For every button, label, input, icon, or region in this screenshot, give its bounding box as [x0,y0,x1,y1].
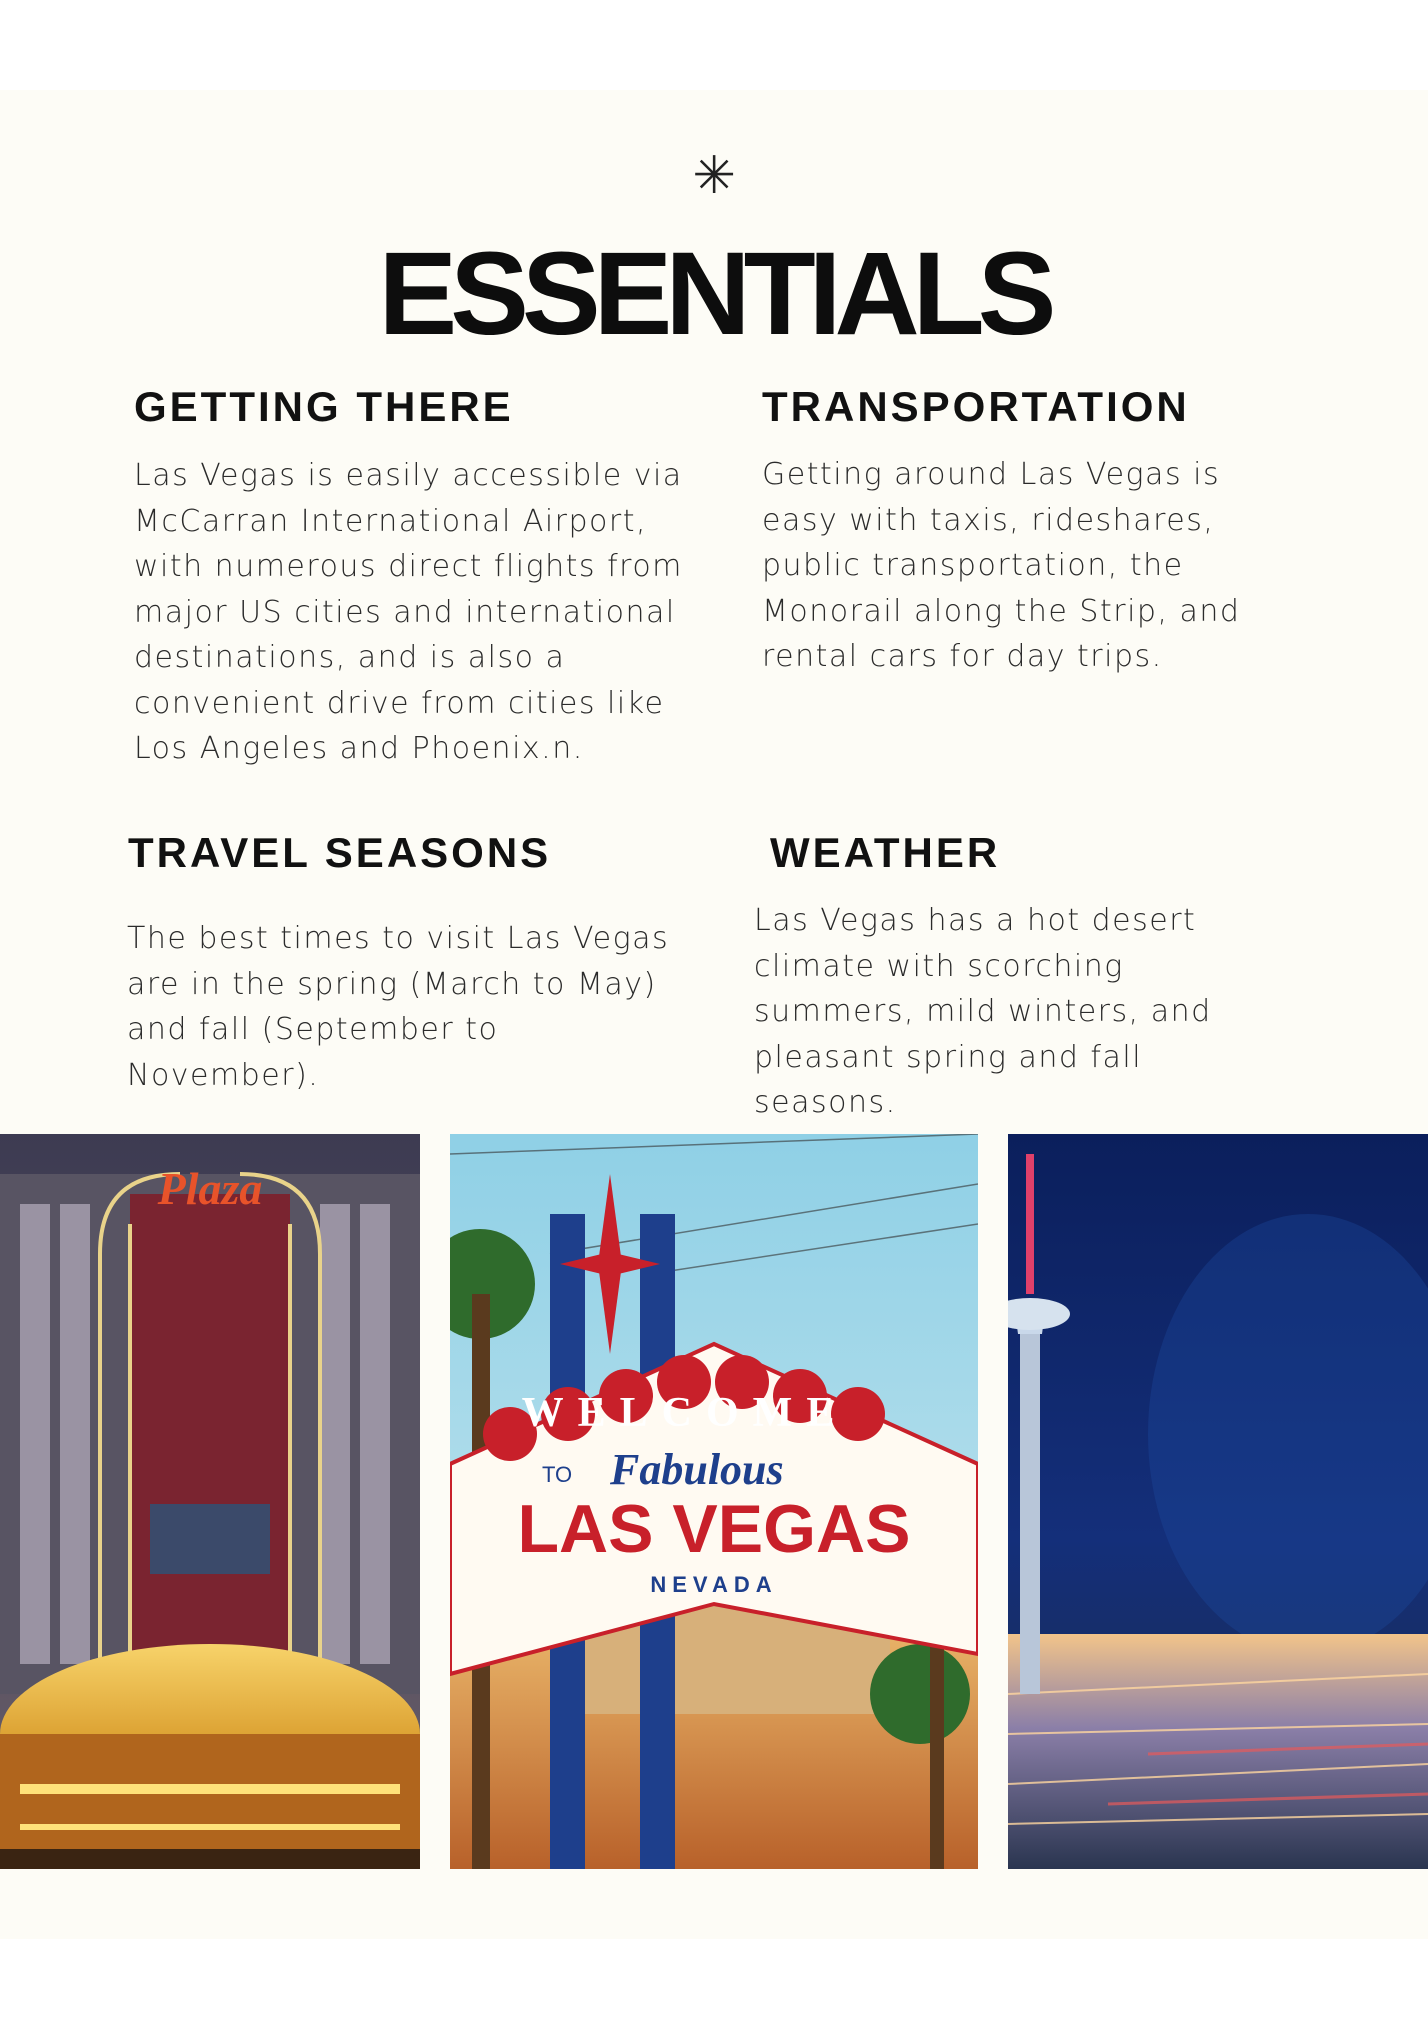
section-text-travel-seasons: The best times to visit Las Vegas are in the spring (March to May) and fall (September to November). [127,921,670,1093]
essentials-page [0,90,1428,1939]
section-text-weather: Las Vegas has a hot desert climate with scorching summers, mild winters, and pleasant spring and fall seasons. [754,903,1212,1120]
section-text-transportation: Getting around Las Vegas is easy with taxis, rideshares, public transportation, the Monorail along the Strip, and rental cars for day trips. [762,457,1241,674]
sign-las-vegas-text: LAS VEGAS [517,1491,911,1567]
sign-fabulous-text: Fabulous [610,1445,784,1494]
casino-sign-text: Plaza [157,1163,263,1214]
sign-to-text: TO [542,1462,573,1487]
section-text-getting-there: Las Vegas is easily accessible via McCarran International Airport, with numerous direct flights from major US cities and international destinations, and is also a convenient drive from cities like Los Angeles and Phoenix.n. [134,458,683,766]
section-heading-getting-there: GETTING THERE [134,383,514,430]
asterisk-ornament-icon: ✳ [692,146,736,206]
welcome-sign-photo [450,1134,978,1869]
night-skyline-photo [1008,1134,1428,1869]
section-heading-weather: WEATHER [770,829,1001,876]
casino-tower-photo [0,1134,420,1869]
sign-nevada-text: NEVADA [650,1572,778,1597]
section-heading-transportation: TRANSPORTATION [762,383,1190,430]
sign-welcome-text: WELCOME [521,1390,849,1436]
page-title: ESSENTIALS [378,228,1050,360]
section-heading-travel-seasons: TRAVEL SEASONS [128,829,552,876]
